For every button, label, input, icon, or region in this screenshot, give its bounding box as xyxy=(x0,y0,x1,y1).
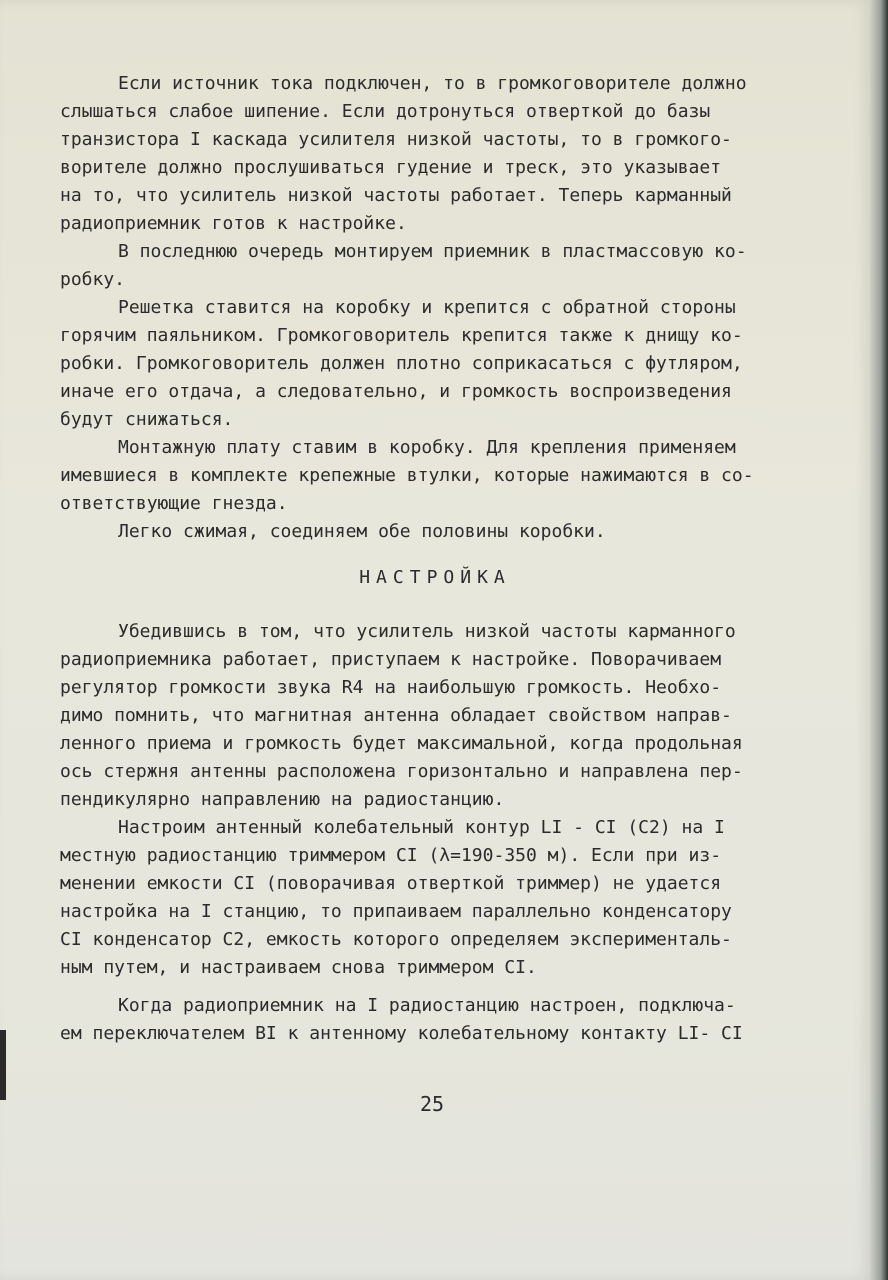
text-line: на то, что усилитель низкой частоты работает. Теперь карманный xyxy=(60,185,732,206)
text-line: ось стержня антенны расположена горизонтально и направлена пер- xyxy=(60,761,743,782)
text-line: робку. xyxy=(60,269,126,290)
text-line: Решетка ставится на коробку и крепится с обратной стороны xyxy=(118,297,736,318)
text-line: робки. Громкоговоритель должен плотно соприкасаться с футляром, xyxy=(60,353,743,374)
section-heading: НАСТРОЙКА xyxy=(359,567,511,588)
text-line: иначе его отдача, а следовательно, и громкость воспроизведения xyxy=(60,381,732,402)
text-line: местную радиостанцию триммером CI (λ=190-350 м). Если при из- xyxy=(60,845,722,866)
text-line: димо помнить, что магнитная антенна обладает свойством направ- xyxy=(60,705,732,726)
text-line: будут снижаться. xyxy=(60,409,234,430)
text-line: ответствующие гнезда. xyxy=(60,493,288,514)
text-line: ным путем, и настраиваем снова триммером CI. xyxy=(60,957,537,978)
text-line: Монтажную плату ставим в коробку. Для крепления применяем xyxy=(118,437,736,458)
text-line: регулятор громкости звука R4 на наибольшую громкость. Необхо- xyxy=(60,677,722,698)
text-line: горячим паяльником. Громкоговоритель крепится также к днищу ко- xyxy=(60,325,743,346)
text-line: радиоприемник готов к настройке. xyxy=(60,213,407,234)
text-line: CI конденсатор C2, емкость которого определяем эксперименталь- xyxy=(60,929,732,950)
text-line: ем переключателем BI к антенному колебательному контакту LI- CI xyxy=(60,1023,743,1044)
text-line: ленного приема и громкость будет максимальной, когда продольная xyxy=(60,733,743,754)
page-edge-shadow xyxy=(870,0,888,1280)
page-number: 25 xyxy=(420,1092,445,1116)
text-line: Легко сжимая, соединяем обе половины коробки. xyxy=(118,521,606,542)
text-line: транзистора I каскада усилителя низкой частоты, то в громкого- xyxy=(60,129,732,150)
body-text xyxy=(60,70,780,1048)
text-line: имевшиеся в комплекте крепежные втулки, которые нажимаются в со- xyxy=(60,465,754,486)
text-line: Настроим антенный колебательный контур LI - CI (C2) на I xyxy=(118,817,725,838)
text-line: пендикулярно направлению на радиостанцию. xyxy=(60,789,505,810)
text-line: ворителе должно прослушиваться гудение и треск, это указывает xyxy=(60,157,722,178)
text-line: настройка на I станцию, то припаиваем параллельно конденсатору xyxy=(60,901,732,922)
binding-edge xyxy=(0,1030,6,1100)
text-line: радиоприемника работает, приступаем к настройке. Поворачиваем xyxy=(60,649,722,670)
text-line: Когда радиоприемник на I радиостанцию настроен, подключа- xyxy=(118,995,736,1016)
text-line: Убедившись в том, что усилитель низкой частоты карманного xyxy=(118,621,736,642)
text-line: Если источник тока подключен, то в громкоговорителе должно xyxy=(118,73,747,94)
text-line: В последнюю очередь монтируем приемник в пластмассовую ко- xyxy=(118,241,747,262)
text-line: слышаться слабое шипение. Если дотронуться отверткой до базы xyxy=(60,101,711,122)
text-line: менении емкости CI (поворачивая отверткой триммер) не удается xyxy=(60,873,722,894)
